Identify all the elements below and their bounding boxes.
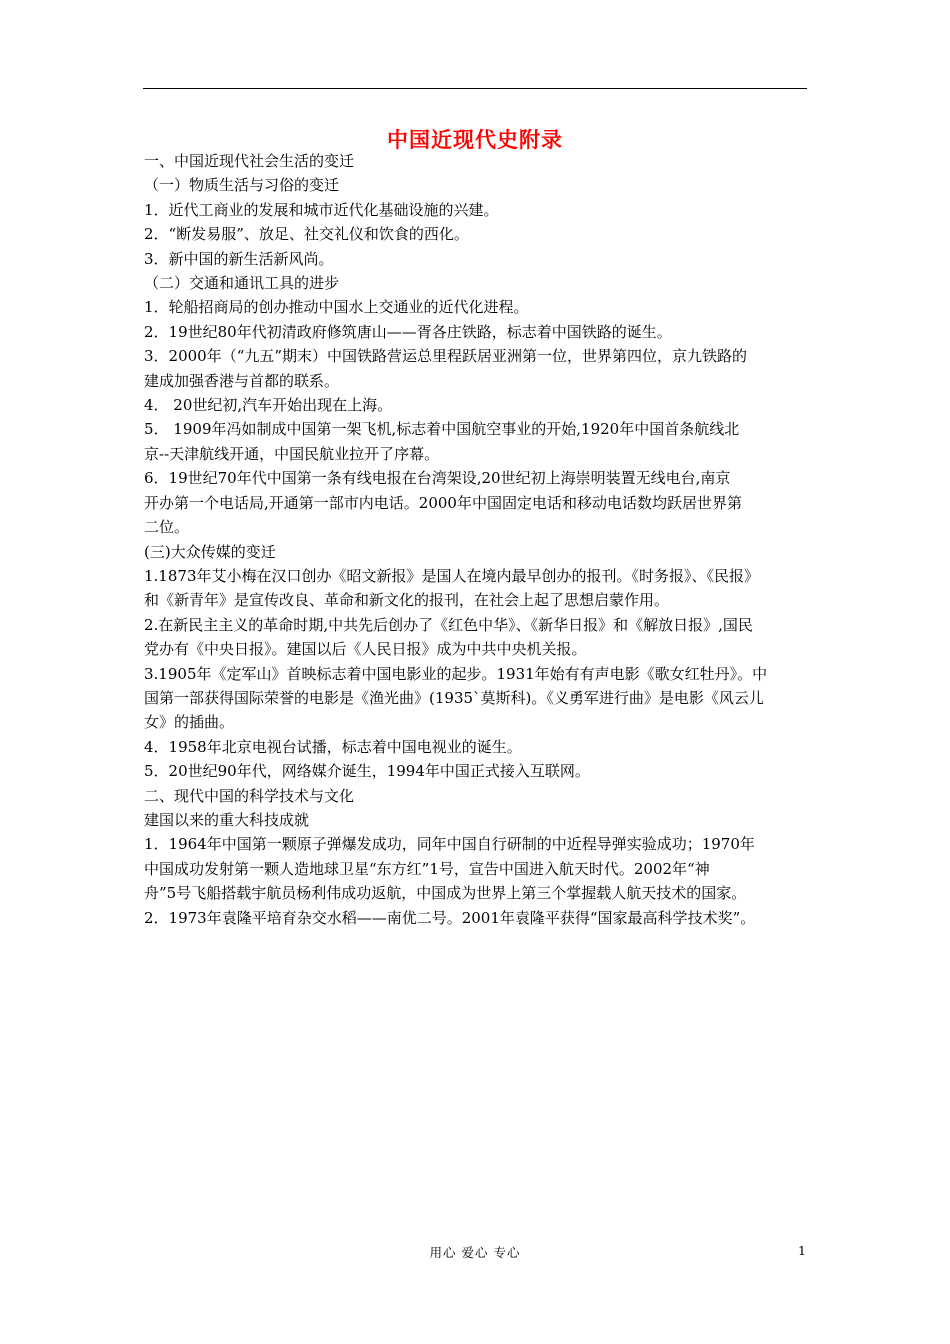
- body-line: 建国以来的重大科技成就: [144, 810, 310, 829]
- body-line: 2.在新民主主义的革命时期,中共先后创办了《红色中华》、《新华日报》和《解放日报》,国民: [144, 615, 753, 634]
- body-line: 舟”5号飞船搭载宇航员杨利伟成功返航，中国成为世界上第三个掌握载人航天技术的国家。: [144, 884, 747, 903]
- page-number: 1: [798, 1243, 806, 1258]
- body-line: 中国成功发射第一颗人造地球卫星“东方红”1号，宣告中国进入航天时代。2002年“神: [144, 859, 710, 878]
- body-line: 3.1905年《定军山》首映标志着中国电影业的起步。1931年始有有声电影《歌女红牡丹》。中: [144, 664, 768, 683]
- body-line: 党办有《中央日报》。建国以后《人民日报》成为中共中央机关报。: [144, 640, 587, 659]
- document-body: [144, 149, 820, 930]
- body-line: 京--天津航线开通，中国民航业拉开了序幕。: [144, 444, 440, 463]
- body-line: 建成加强香港与首都的联系。: [144, 371, 340, 390]
- body-line: 1．轮船招商局的创办推动中国水上交通业的近代化进程。: [144, 298, 529, 317]
- body-line: (三)大众传媒的变迁: [144, 542, 276, 561]
- body-line: 二、现代中国的科学技术与文化: [144, 786, 355, 805]
- body-line: 二位。: [144, 518, 190, 537]
- body-line: 3．新中国的新生活新风尚。: [144, 249, 334, 268]
- body-line: 5．20世纪90年代，网络媒介诞生，1994年中国正式接入互联网。: [144, 762, 590, 781]
- body-line: （一）物质生活与习俗的变迁: [144, 176, 340, 195]
- body-line: 1．近代工商业的发展和城市近代化基础设施的兴建。: [144, 200, 499, 219]
- page-title: 中国近现代史附录: [387, 128, 563, 152]
- body-line: 和《新青年》是宣传改良、革命和新文化的报刊，在社会上起了思想启蒙作用。: [144, 591, 670, 610]
- body-line: 4． 20世纪初,汽车开始出现在上海。: [144, 396, 393, 415]
- body-line: 女》的插曲。: [144, 713, 235, 732]
- body-line: 5． 1909年冯如制成中国第一架飞机,标志着中国航空事业的开始,1920年中国首条航线北: [144, 420, 740, 439]
- body-line: 3．2000年（“九五”期末）中国铁路营运总里程跃居亚洲第一位，世界第四位，京九铁路的: [144, 347, 748, 366]
- body-line: 1．1964年中国第一颗原子弹爆发成功，同年中国自行研制的中近程导弹实验成功；1970年: [144, 835, 755, 854]
- body-line: 开办第一个电话局,开通第一部市内电话。2000年中国固定电话和移动电话数均跃居世界第: [144, 493, 742, 512]
- body-line: 一、中国近现代社会生活的变迁: [144, 152, 355, 170]
- footer-motto: 用心 爱心 专心: [429, 1245, 521, 1260]
- body-line: 国第一部获得国际荣誉的电影是《渔光曲》(1935`莫斯科)。《义勇军进行曲》是电影《风云儿: [144, 688, 764, 707]
- header-rule: [143, 88, 807, 89]
- body-line: 2．19世纪80年代初清政府修筑唐山——胥各庄铁路，标志着中国铁路的诞生。: [144, 322, 672, 341]
- body-line: 6．19世纪70年代中国第一条有线电报在台湾架设,20世纪初上海崇明装置无线电台,南京: [144, 469, 731, 488]
- body-line: 4．1958年北京电视台试播，标志着中国电视业的诞生。: [144, 737, 522, 756]
- body-line: （二）交通和通讯工具的进步: [144, 274, 340, 293]
- body-line: 2．“断发易服”、放足、社交礼仪和饮食的西化。: [144, 225, 469, 244]
- body-line: 2．1973年袁隆平培育杂交水稻——南优二号。2001年袁隆平获得“国家最高科学技术奖”。: [144, 908, 756, 927]
- body-line: 1.1873年艾小梅在汉口创办《昭文新报》是国人在境内最早创办的报刊。《时务报》、《民报》: [144, 566, 759, 585]
